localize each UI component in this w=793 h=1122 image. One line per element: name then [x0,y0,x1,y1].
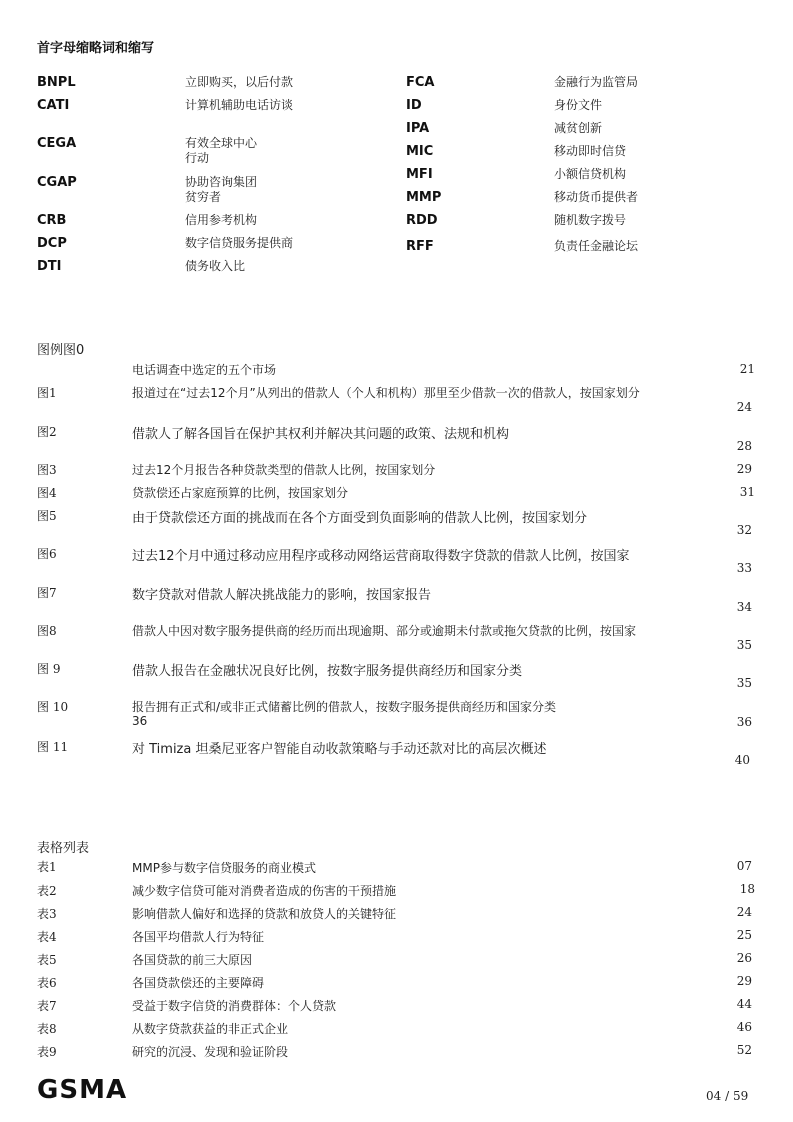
abbr-term: ID [406,98,422,113]
tables-title: 表格列表 [37,841,90,856]
figure-description[interactable]: 数字贷款对借款人解决挑战能力的影响，按国家报告 [132,588,432,603]
abbr-term: RDD [406,213,438,228]
table-page-number[interactable]: 44 [736,997,752,1011]
abbr-term: IPA [406,121,430,136]
abbr-definition: 有效全球中心 行动 [185,136,258,165]
table-description[interactable]: 受益于数字信贷的消费群体：个人贷款 [132,999,337,1013]
figure-label: 图3 [37,463,57,477]
abbr-term: DCP [37,236,67,251]
table-label: 表2 [37,884,57,898]
figure-page-number[interactable]: 31 [739,485,755,499]
figure-page-number[interactable]: 24 [736,400,752,414]
table-description[interactable]: MMP参与数字信贷服务的商业模式 [132,861,316,875]
abbr-term: FCA [406,75,435,90]
abbr-definition: 金融行为监管局 [554,75,639,89]
table-label: 表9 [37,1045,57,1059]
abbr-definition: 移动货币提供者 [554,190,639,204]
abbreviations-title: 首字母缩略词和缩写 [37,41,155,56]
abbr-term: MIC [406,144,434,159]
figure-description[interactable]: 贷款偿还占家庭预算的比例，按国家划分 [132,486,349,500]
abbr-term: CEGA [37,136,77,151]
abbr-definition: 债务收入比 [185,259,246,273]
figure-page-number[interactable]: 36 [736,715,752,729]
figure-label: 图2 [37,425,57,439]
figure-page-number[interactable]: 21 [739,362,755,376]
abbr-definition: 随机数字拨号 [554,213,627,227]
table-page-number[interactable]: 26 [736,951,752,965]
gsma-logo: GSMA [37,1075,128,1105]
figure-description[interactable]: 借款人报告在金融状况良好比例，按数字服务提供商经历和国家分类 [132,664,523,679]
figure-page-number[interactable]: 34 [736,600,752,614]
table-description[interactable]: 减少数字信贷可能对消费者造成的伤害的干预措施 [132,884,397,898]
table-label: 表3 [37,907,57,921]
abbr-term: CRB [37,213,67,228]
figure-description[interactable]: 过去12个月中通过移动应用程序或移动网络运营商取得数字贷款的借款人比例，按国家 [132,549,630,564]
table-page-number[interactable]: 52 [736,1043,752,1057]
figure-description[interactable]: 报告拥有正式和/或非正式储蓄比例的借款人，按数字服务提供商经历和国家分类 [132,700,557,714]
figure-label: 图8 [37,624,57,638]
abbr-definition: 信用参考机构 [185,213,258,227]
page-number: 04 / 59 [706,1089,749,1103]
table-label: 表7 [37,999,57,1013]
table-page-number[interactable]: 24 [736,905,752,919]
table-page-number[interactable]: 18 [739,882,755,896]
abbr-term: BNPL [37,75,76,90]
table-page-number[interactable]: 25 [736,928,752,942]
figure-label: 图4 [37,486,57,500]
abbr-definition: 数字信贷服务提供商 [185,236,294,250]
figure-label: 图 11 [37,740,69,754]
figure-description[interactable]: 过去12个月报告各种贷款类型的借款人比例，按国家划分 [132,463,436,477]
figure-page-number[interactable]: 29 [736,462,752,476]
table-description[interactable]: 从数字贷款获益的非正式企业 [132,1022,289,1036]
table-label: 表4 [37,930,57,944]
figure-label: 图6 [37,547,57,561]
abbr-definition: 减贫创新 [554,121,603,135]
figure-description[interactable]: 报道过在“过去12个月”从列出的借款人（个人和机构）那里至少借款一次的借款人，按国家划分 [132,386,640,400]
abbr-term: DTI [37,259,62,274]
figure-label: 图1 [37,386,57,400]
abbr-definition: 负责任金融论坛 [554,239,639,253]
figure-description[interactable]: 电话调查中选定的五个市场 [132,363,277,377]
table-label: 表8 [37,1022,57,1036]
abbr-definition: 小额信贷机构 [554,167,627,181]
abbr-term: MMP [406,190,442,205]
figure-description[interactable]: 借款人中因对数字服务提供商的经历而出现逾期、部分或逾期未付款或拖欠贷款的比例，按国家 [132,624,637,638]
table-label: 表5 [37,953,57,967]
table-page-number[interactable]: 29 [736,974,752,988]
figure-description[interactable]: 对 Timiza 坦桑尼亚客户智能自动收款策略与手动还款对比的高层次概述 [132,742,547,757]
figure-label: 图 9 [37,662,61,676]
table-description[interactable]: 各国贷款偿还的主要障碍 [132,976,265,990]
figure-description-continuation: 36 [132,714,148,728]
figure-page-number[interactable]: 32 [736,523,752,537]
figure-page-number[interactable]: 35 [736,638,752,652]
figure-page-number[interactable]: 33 [736,561,752,575]
table-label: 表6 [37,976,57,990]
abbr-definition: 协助咨询集团 贫穷者 [185,175,258,204]
figures-title: 图例图0 [37,343,85,358]
table-description[interactable]: 影响借款人偏好和选择的贷款和放贷人的关键特征 [132,907,397,921]
table-label: 表1 [37,860,57,874]
abbr-term: RFF [406,239,434,254]
figure-label: 图 10 [37,700,69,714]
abbr-term: CATI [37,98,70,113]
table-description[interactable]: 各国贷款的前三大原因 [132,953,253,967]
abbr-definition: 移动即时信贷 [554,144,627,158]
table-description[interactable]: 各国平均借款人行为特征 [132,930,265,944]
figure-page-number[interactable]: 28 [736,439,752,453]
abbr-definition: 立即购买，以后付款 [185,75,294,89]
table-description[interactable]: 研究的沉浸、发现和验证阶段 [132,1045,289,1059]
figure-label: 图5 [37,509,57,523]
figure-page-number[interactable]: 35 [736,676,752,690]
figure-description[interactable]: 由于贷款偿还方面的挑战而在各个方面受到负面影响的借款人比例，按国家划分 [132,511,588,526]
abbr-term: CGAP [37,175,77,190]
abbr-definition: 计算机辅助电话访谈 [185,98,294,112]
abbr-definition: 身份文件 [554,98,603,112]
abbr-term: MFI [406,167,433,182]
table-page-number[interactable]: 07 [736,859,752,873]
table-page-number[interactable]: 46 [736,1020,752,1034]
figure-page-number[interactable]: 40 [734,753,750,767]
figure-description[interactable]: 借款人了解各国旨在保护其权利并解决其问题的政策、法规和机构 [132,427,510,442]
figure-label: 图7 [37,586,57,600]
